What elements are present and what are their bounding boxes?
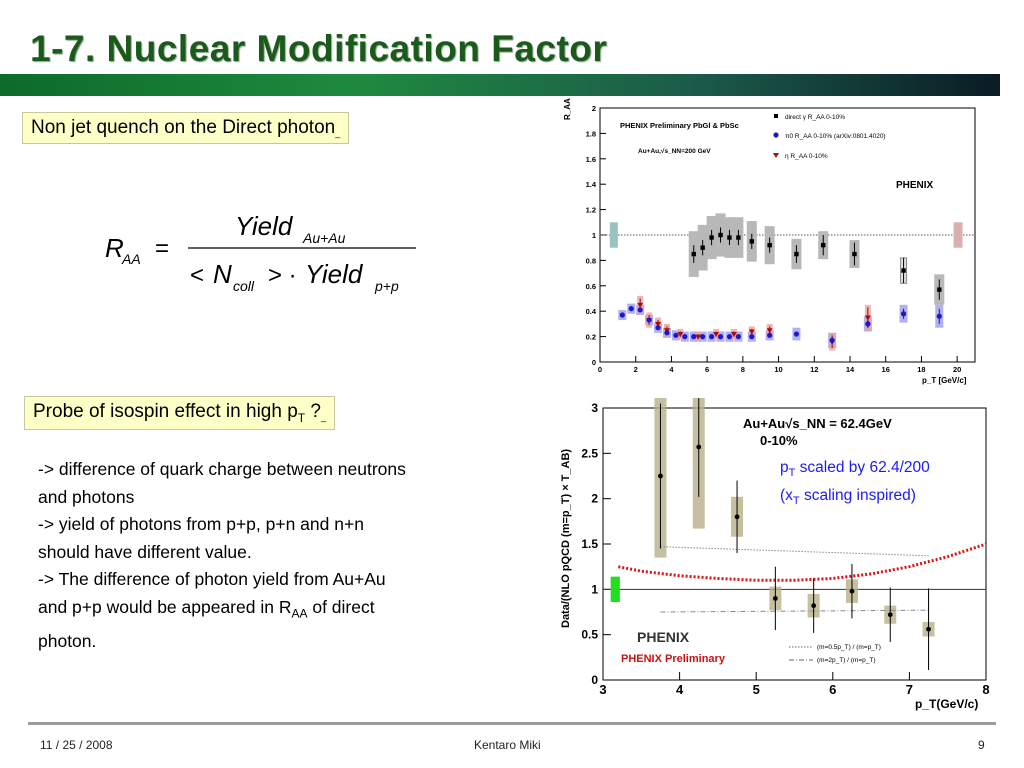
annot-x-sub: T — [792, 495, 800, 508]
title-gradient-bar — [0, 74, 1000, 96]
x-tick-label: 10 — [774, 365, 783, 374]
y-tick-label: 0.6 — [585, 281, 596, 291]
raa-200gev-chart — [560, 98, 980, 388]
legend-direct: direct γ R_AA 0-10% — [785, 114, 845, 121]
pi0-point — [937, 314, 942, 319]
formula-lhs-sub: AA — [122, 251, 141, 267]
y-tick-label: 2.5 — [581, 446, 598, 461]
pi0-point — [664, 330, 669, 335]
pi0-point — [718, 334, 723, 339]
x-tick-label: 0 — [597, 365, 603, 374]
bullet-raa-sub: AA — [291, 606, 308, 620]
chart2-ylabel: Data/(NLO pQCD (m=p_T) × T_AB) — [560, 448, 572, 628]
x-tick-label: 6 — [705, 365, 710, 374]
formula-den-gt: > · — [268, 262, 297, 289]
footer-page: 9 — [978, 738, 985, 752]
footer-rule — [28, 722, 996, 725]
pi0-point — [629, 306, 634, 311]
formula-den-lt: < — [190, 262, 205, 289]
y-tick-label: 3 — [591, 401, 598, 415]
bullet-line: -> difference of quark charge between neutrons — [38, 459, 406, 479]
direct-point — [750, 239, 754, 243]
x-tick-label: 5 — [752, 682, 760, 697]
callout-isospin-text: Probe of isospin effect in high p — [33, 401, 298, 422]
data-point — [888, 612, 893, 617]
data-point — [696, 445, 701, 450]
legend-double: (m=2p_T) / (m=p_T) — [817, 657, 876, 664]
chart1-logo: PHENIX — [896, 180, 934, 191]
pi0-point — [638, 307, 643, 312]
callout-isospin-sub: T — [297, 410, 306, 425]
data-point — [773, 596, 778, 601]
pi0-point — [901, 311, 906, 316]
y-tick-label: 1.6 — [585, 154, 596, 164]
norm-band — [611, 577, 620, 602]
x-tick-label: 4 — [669, 365, 674, 374]
x-tick-label: 7 — [905, 682, 914, 697]
bullet-raa-pre: and p+p would be appeared in R — [38, 596, 292, 617]
direct-point — [736, 235, 740, 239]
annot-xt-rest: scaling inspired) — [799, 487, 916, 504]
chart1-title: PHENIX Preliminary PbGl & PbSc — [620, 121, 739, 130]
y-tick-label: 1.8 — [585, 129, 596, 139]
pi0-point — [700, 334, 705, 339]
pi0-point — [682, 334, 687, 339]
callout-direct-photon-text: Non jet quench on the Direct photon — [31, 117, 336, 138]
callout-isospin-q: ? — [305, 401, 321, 422]
direct-point — [718, 233, 722, 237]
y-tick-label: 1.2 — [585, 205, 596, 215]
formula-lhs: R — [105, 233, 124, 263]
chart2-logo: PHENIX — [637, 629, 690, 645]
direct-point — [821, 243, 825, 247]
x-tick-label: 12 — [810, 365, 819, 374]
chart1-xlabel: p_T [GeV/c] — [922, 376, 967, 385]
x-tick-label: 8 — [740, 365, 745, 374]
legend-direct-marker — [774, 114, 778, 118]
y-tick-label: 1 — [591, 582, 598, 597]
slide-title: 1-7. Nuclear Modification Factor — [30, 28, 608, 69]
raa-62gev-chart — [555, 398, 995, 720]
pi0-point — [647, 317, 652, 322]
x-tick-label: 20 — [952, 365, 962, 374]
chart1-ylabel: R_AA — [563, 98, 572, 120]
bullet-line: photon. — [38, 630, 97, 651]
direct-point — [901, 268, 905, 272]
formula-den-yield: Yield — [305, 259, 363, 289]
pi0-point — [736, 334, 741, 339]
direct-point — [767, 243, 771, 247]
annot-p-sub: T — [788, 467, 796, 480]
direct-point — [794, 252, 798, 256]
data-point — [811, 603, 816, 608]
formula-num: Yield — [235, 211, 293, 241]
pi0-point — [727, 334, 732, 339]
legend-half: (m=0.5p_T) / (m=p_T) — [817, 644, 881, 651]
y-tick-label: 1.4 — [585, 180, 596, 190]
x-tick-label: 6 — [829, 682, 837, 697]
explanation-text — [38, 456, 528, 655]
direct-point — [937, 287, 941, 291]
bullet-line: and photons — [38, 486, 135, 507]
pi0-point — [620, 312, 625, 317]
chart2-title: Au+Au√s_NN = 62.4GeV — [743, 416, 892, 431]
pi0-point — [709, 334, 714, 339]
data-point — [850, 589, 855, 594]
callout-isospin — [24, 396, 335, 430]
legend-pi0: π0 R_AA 0-10% (arXiv:0801.4020) — [785, 133, 886, 140]
formula-den-n: N — [213, 259, 232, 289]
pi0-point — [794, 331, 799, 336]
chart1-subtitle: Au+Au,√s_NN=200 GeV — [638, 148, 711, 155]
annot-rest: scaled by 62.4/200 — [795, 459, 930, 476]
bullet-line: -> The difference of photon yield from Au+Au — [38, 569, 386, 589]
pi0-point — [673, 333, 678, 338]
raa-formula — [100, 205, 430, 305]
formula-num-sub: Au+Au — [303, 230, 346, 246]
direct-point — [709, 235, 713, 239]
bullet-line: -> yield of photons from p+p, p+n and n+n — [38, 514, 364, 534]
norm-band-left — [610, 222, 618, 247]
callout-mark-2: _ — [320, 412, 326, 422]
annot-p: p — [780, 459, 789, 476]
footer-author: Kentaro Miki — [474, 738, 541, 752]
y-tick-label: 0.4 — [585, 307, 596, 317]
direct-point — [700, 246, 704, 250]
y-tick-label: 0.8 — [585, 256, 596, 266]
chart2-subtitle: 0-10% — [760, 433, 798, 448]
formula-equals: = — [155, 235, 170, 262]
data-point — [735, 514, 740, 519]
x-tick-label: 18 — [917, 365, 926, 374]
pi0-point — [749, 334, 754, 339]
data-point — [658, 474, 663, 479]
footer-date: 11 / 25 / 2008 — [40, 738, 113, 752]
y-tick-label: 2 — [591, 491, 598, 506]
x-tick-label: 14 — [845, 365, 855, 374]
callout-direct-photon — [22, 112, 349, 144]
bullet-line — [38, 594, 528, 628]
pi0-point — [830, 338, 835, 343]
pi0-point — [655, 325, 660, 330]
callout-mark: _ — [335, 128, 341, 138]
chart2-xlabel: p_T(GeV/c) — [915, 697, 979, 711]
x-tick-label: 8 — [982, 682, 990, 697]
pi0-point — [865, 321, 870, 326]
pi0-point — [767, 333, 772, 338]
y-tick-label: 1.5 — [581, 537, 598, 551]
direct-point — [692, 252, 696, 256]
formula-den-coll: coll — [233, 278, 255, 294]
legend-pi0-marker — [773, 132, 778, 137]
x-tick-label: 3 — [599, 682, 607, 697]
direct-point — [727, 235, 731, 239]
y-tick-label: 0.2 — [585, 332, 596, 342]
y-tick-label: 0 — [591, 358, 596, 367]
data-point — [926, 627, 931, 632]
x-tick-label: 16 — [881, 365, 890, 374]
annotation-scaled — [780, 459, 930, 479]
norm-band-right — [954, 222, 963, 247]
pi0-point — [691, 334, 696, 339]
annot-x: (x — [780, 487, 793, 504]
x-tick-label: 4 — [675, 682, 684, 697]
y-tick-label: 0.5 — [581, 627, 598, 642]
legend-eta: η R_AA 0-10% — [785, 153, 828, 160]
y-tick-label: 1 — [591, 231, 596, 240]
bullet-raa-post: of direct — [307, 596, 375, 617]
formula-den-sub: p+p — [375, 278, 399, 294]
annotation-xt — [780, 487, 916, 507]
direct-point — [852, 252, 856, 256]
y-tick-label: 2 — [591, 104, 596, 113]
x-tick-label: 2 — [633, 365, 638, 374]
chart2-label: PHENIX Preliminary — [621, 653, 725, 665]
y-tick-label: 0 — [591, 673, 598, 687]
bullet-line: should have different value. — [38, 541, 252, 562]
